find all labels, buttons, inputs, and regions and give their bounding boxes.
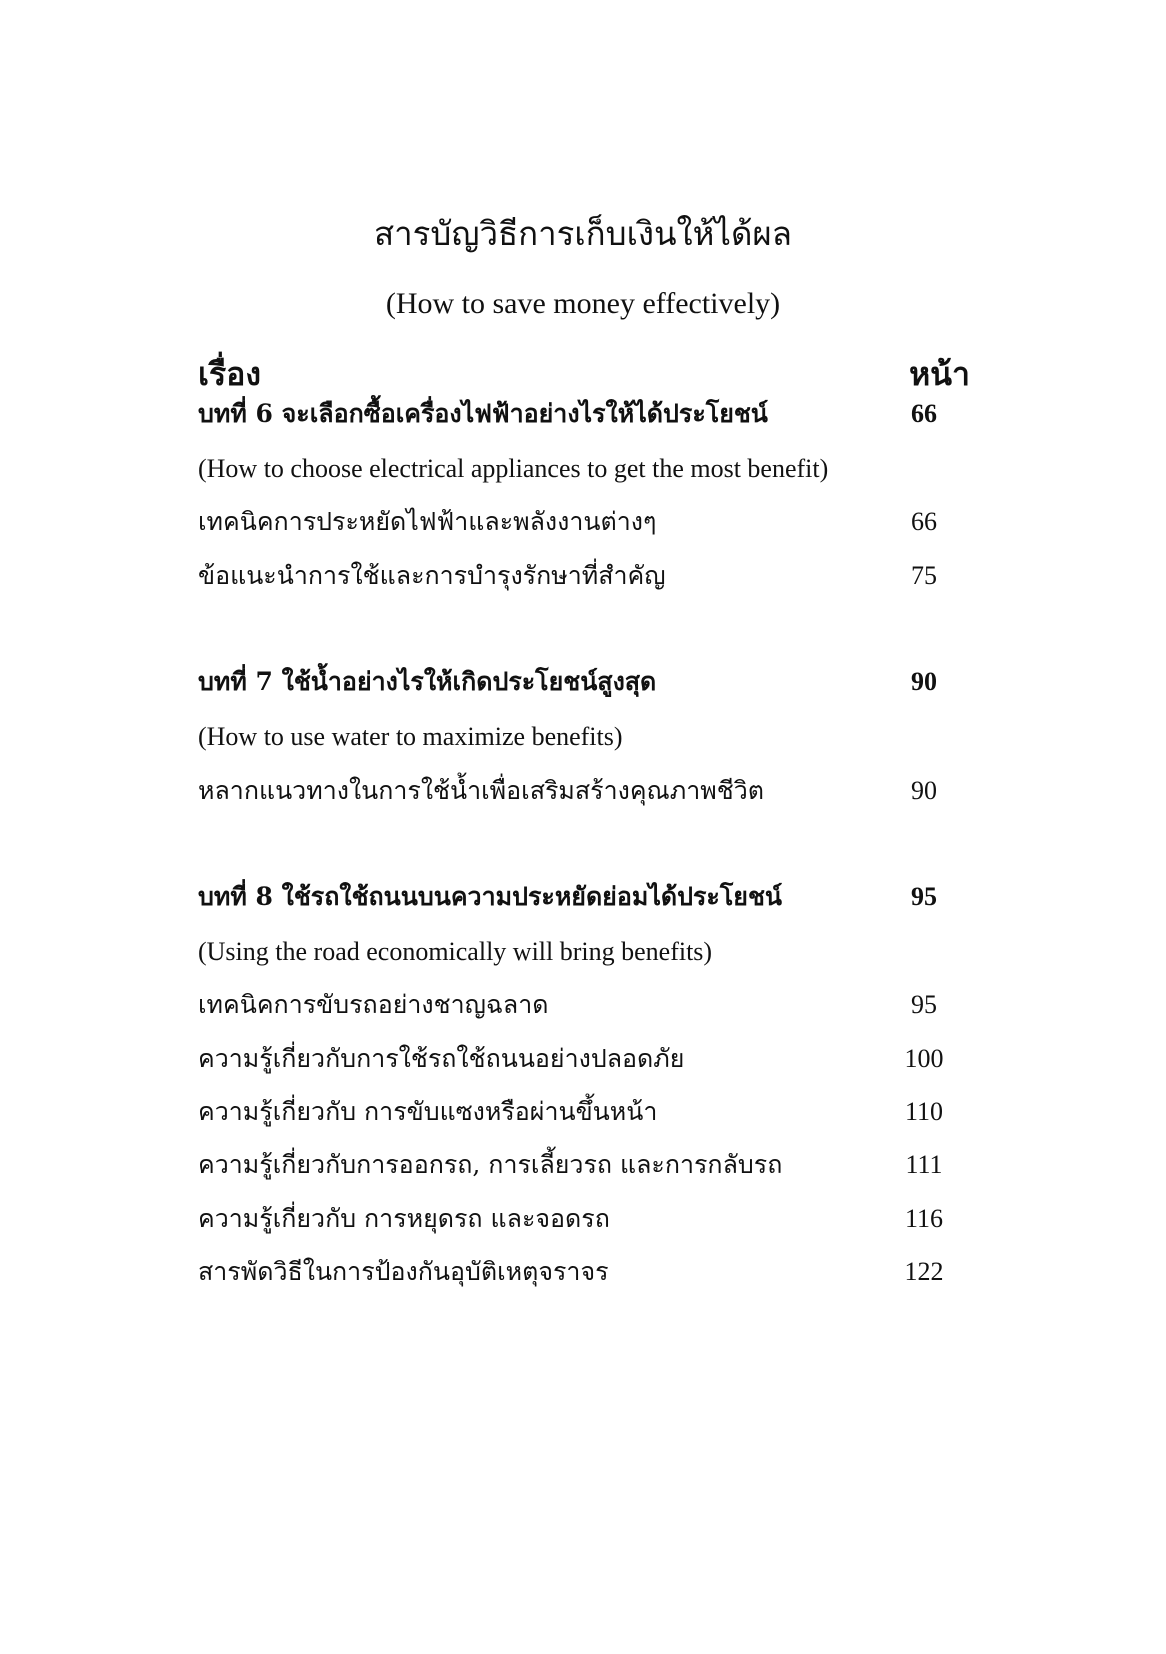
chapter-6-english-row <box>198 449 958 489</box>
toc-item <box>198 771 958 811</box>
chapter-6-heading: บทที่ 6 จะเลือกซื้อเครื่องไฟฟ้าอย่างไรให้ได้ประโยชน์ <box>198 399 768 428</box>
chapter-7-page: 90 <box>911 667 937 696</box>
toc-item-label: ความรู้เกี่ยวกับการใช้รถใช้ถนนอย่างปลอดภัย <box>198 1044 685 1073</box>
toc-item-label: ข้อแนะนำการใช้และการบำรุงรักษาที่สำคัญ <box>198 561 666 590</box>
chapter-8-english-row <box>198 932 958 972</box>
toc-item <box>198 556 958 596</box>
toc-item <box>198 985 958 1025</box>
toc-item-page: 111 <box>905 1150 943 1179</box>
toc-item-label: ความรู้เกี่ยวกับการออกรถ, การเลี้ยวรถ และการกลับรถ <box>198 1150 783 1179</box>
chapter-7-english-title: (How to use water to maximize benefits) <box>198 722 623 751</box>
toc-item <box>198 1252 958 1292</box>
chapter-7-row <box>198 662 958 702</box>
toc-item-page: 66 <box>911 507 937 536</box>
chapter-7-english-row <box>198 717 958 757</box>
toc-item-label: สารพัดวิธีในการป้องกันอุบัติเหตุจราจร <box>198 1257 609 1286</box>
toc-item-label: หลากแนวทางในการใช้น้ำเพื่อเสริมสร้างคุณภาพชีวิต <box>198 776 764 805</box>
topic-column-header: เรื่อง <box>198 355 261 393</box>
toc-item-page: 122 <box>904 1257 944 1286</box>
page-title: สารบัญวิธีการเก็บเงินให้ได้ผล <box>374 214 792 253</box>
chapter-8-row <box>198 877 958 917</box>
chapter-6-english-title: (How to choose electrical appliances to get the most benefit) <box>198 454 829 483</box>
toc-item-page: 116 <box>904 1204 944 1233</box>
toc-item <box>198 502 958 542</box>
toc-item <box>198 1145 958 1185</box>
toc-item-label: เทคนิคการประหยัดไฟฟ้าและพลังงานต่างๆ <box>198 507 657 536</box>
page-column-header: หน้า <box>909 355 970 393</box>
toc-item-page: 95 <box>911 990 937 1019</box>
toc-item <box>198 1039 958 1079</box>
page-subtitle: (How to save money effectively) <box>385 287 781 320</box>
toc-item-page: 100 <box>904 1044 944 1073</box>
chapter-7-heading: บทที่ 7 ใช้น้ำอย่างไรให้เกิดประโยชน์สูงสุด <box>198 667 657 696</box>
toc-item-page: 75 <box>911 561 937 590</box>
toc-item-page: 110 <box>904 1097 944 1126</box>
toc-item-label: เทคนิคการขับรถอย่างชาญฉลาด <box>198 990 549 1019</box>
chapter-6-page: 66 <box>911 399 937 428</box>
toc-item-label: ความรู้เกี่ยวกับ การขับแซงหรือผ่านขึ้นหน้า <box>198 1097 658 1126</box>
chapter-8-page: 95 <box>911 882 937 911</box>
chapter-8-heading: บทที่ 8 ใช้รถใช้ถนนบนความประหยัดย่อมได้ประโยชน์ <box>198 882 782 911</box>
toc-item <box>198 1092 958 1132</box>
chapter-6-row <box>198 394 958 434</box>
chapter-8-english-title: (Using the road economically will bring benefits) <box>198 937 713 966</box>
toc-item <box>198 1199 958 1239</box>
toc-item-page: 90 <box>911 776 937 805</box>
toc-item-label: ความรู้เกี่ยวกับ การหยุดรถ และจอดรถ <box>198 1204 610 1233</box>
